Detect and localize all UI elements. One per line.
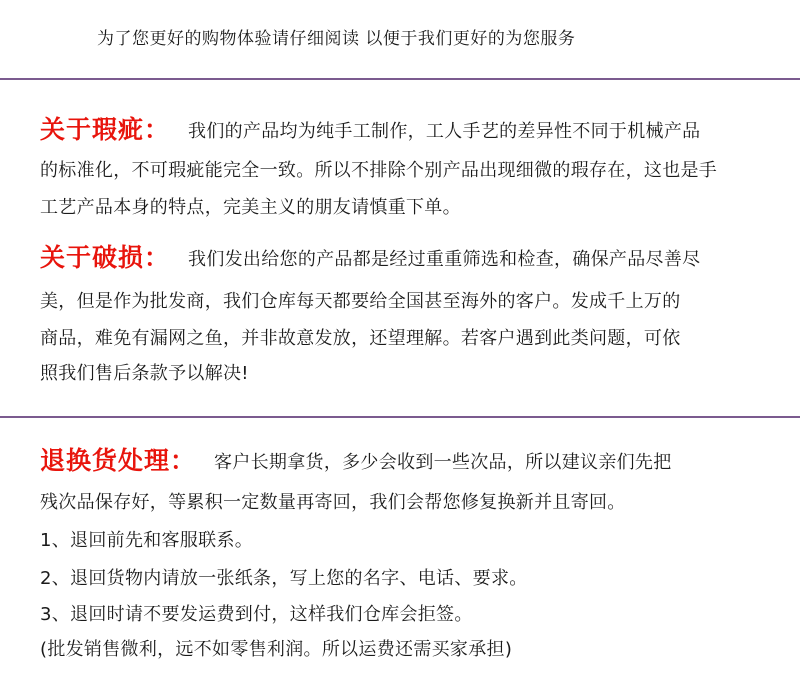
returns-step-2: 2、退回货物内请放一张纸条，写上您的名字、电话、要求。 xyxy=(40,568,528,589)
divider-top xyxy=(0,78,800,80)
returns-step-3: 3、退回时请不要发运费到付，这样我们仓库会拒签。 xyxy=(40,604,473,625)
flaws-text-2: 的标准化，不可瑕疵能完全一致。所以不排除个别产品出现细微的瑕存在，这也是手 xyxy=(40,160,718,181)
flaws-heading: 关于瑕疵： xyxy=(40,115,171,144)
returns-heading: 退换货处理： xyxy=(40,446,197,475)
damage-text-2: 美，但是作为批发商，我们仓库每天都要给全国甚至海外的客户。发成千上万的 xyxy=(40,291,681,312)
flaws-line-1 xyxy=(40,110,700,146)
returns-step-1: 1、退回前先和客服联系。 xyxy=(40,530,254,551)
flaws-text-3: 工艺产品本身的特点，完美主义的朋友请慎重下单。 xyxy=(40,197,461,218)
damage-line-1 xyxy=(40,238,700,274)
flaws-text-1: 我们的产品均为纯手工制作，工人手艺的差异性不同于机械产品 xyxy=(188,121,701,142)
damage-text-1: 我们发出给您的产品都是经过重重筛选和检查，确保产品尽善尽 xyxy=(188,249,701,270)
returns-text-2: 残次品保存好，等累积一定数量再寄回，我们会帮您修复换新并且寄回。 xyxy=(40,492,626,513)
damage-text-3: 商品，难免有漏网之鱼，并非故意发放，还望理解。若客户遇到此类问题，可依 xyxy=(40,328,681,349)
returns-note: (批发销售微利，远不如零售利润。所以运费还需买家承担) xyxy=(40,639,513,660)
damage-heading: 关于破损： xyxy=(40,243,171,272)
returns-line-1 xyxy=(40,441,672,477)
returns-text-1: 客户长期拿货，多少会收到一些次品，所以建议亲们先把 xyxy=(214,452,672,473)
notice-text: 为了您更好的购物体验请仔细阅读 以便于我们更好的为您服务 xyxy=(97,29,576,49)
divider-middle xyxy=(0,416,800,418)
damage-text-4: 照我们售后条款予以解决! xyxy=(40,363,249,384)
